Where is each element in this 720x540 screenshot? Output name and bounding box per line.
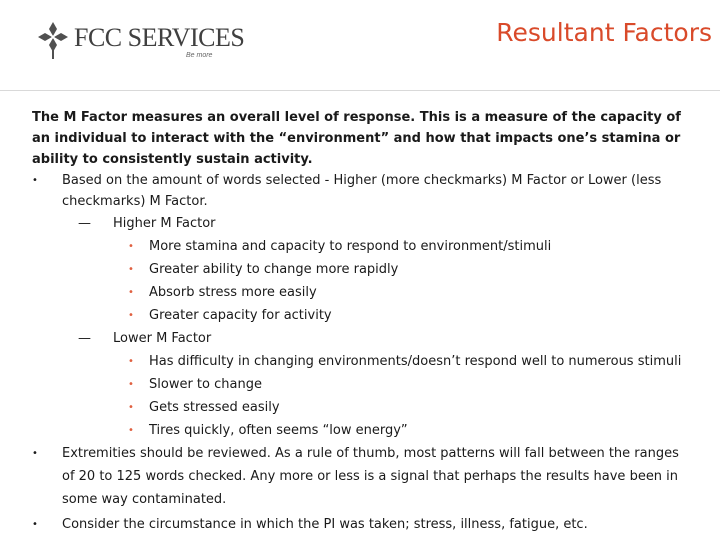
list-item-text: Tires quickly, often seems “low energy”	[149, 423, 408, 438]
sub-bullet-marker: •	[128, 241, 134, 252]
slide-title: Resultant Factors	[496, 18, 712, 47]
lower-label: Lower M Factor	[113, 331, 212, 346]
bullet-text: Based on the amount of words selected - Higher (more checkmarks) M Factor or Lower (less checkmarks) M Factor.	[62, 173, 662, 209]
sub-bullet-marker: •	[128, 287, 134, 298]
header-divider	[0, 90, 720, 91]
slide-body	[32, 107, 692, 536]
list-item	[32, 396, 692, 419]
list-item-text: Gets stressed easily	[149, 400, 280, 415]
sub-bullet-marker: •	[128, 379, 134, 390]
list-item-text: Absorb stress more easily	[149, 285, 317, 300]
sub-heading-lower	[32, 327, 692, 350]
intro-paragraph: The M Factor measures an overall level of response. This is a measure of the capacity of an individual to interact with the “environment” and how that impacts one’s stamina or ability to consistently sustain activity.	[32, 110, 681, 167]
list-item-text: Has difficulty in changing environments/doesn’t respond well to numerous stimuli	[149, 354, 682, 369]
bullet-item	[32, 442, 692, 511]
sub-bullet-marker: •	[128, 425, 134, 436]
bullet-marker: •	[32, 448, 38, 459]
list-item-text: More stamina and capacity to respond to environment/stimuli	[149, 239, 552, 254]
sub-heading-higher	[32, 212, 692, 235]
list-item	[32, 258, 692, 281]
fcc-services-logo[interactable]	[36, 20, 245, 64]
fleur-logo-icon	[36, 20, 70, 60]
bullet-item	[32, 170, 692, 212]
bullet-item	[32, 513, 692, 536]
sub-bullet-marker: •	[128, 264, 134, 275]
list-item	[32, 235, 692, 258]
bullet-text: Extremities should be reviewed. As a rule of thumb, most patterns will fall between the ranges of 20 to 125 words checked. Any more or less is a signal that perhaps the results have been in some way contaminated.	[62, 446, 679, 507]
higher-label: Higher M Factor	[113, 216, 216, 231]
list-item-text: Greater capacity for activity	[149, 308, 332, 323]
list-item-text: Greater ability to change more rapidly	[149, 262, 399, 277]
list-item	[32, 350, 692, 373]
bullet-marker: •	[32, 175, 38, 186]
dash-marker: —	[78, 216, 91, 231]
logo-wordmark: FCC SERVICES	[74, 23, 245, 52]
logo-tagline: Be more	[186, 52, 213, 59]
dash-marker: —	[78, 331, 91, 346]
list-item	[32, 419, 692, 442]
list-item	[32, 304, 692, 327]
list-item	[32, 281, 692, 304]
bullet-marker: •	[32, 519, 38, 530]
sub-bullet-marker: •	[128, 356, 134, 367]
sub-bullet-marker: •	[128, 310, 134, 321]
bullet-text: Consider the circumstance in which the PI was taken; stress, illness, fatigue, etc.	[62, 517, 588, 532]
list-item	[32, 373, 692, 396]
sub-bullet-marker: •	[128, 402, 134, 413]
list-item-text: Slower to change	[149, 377, 262, 392]
